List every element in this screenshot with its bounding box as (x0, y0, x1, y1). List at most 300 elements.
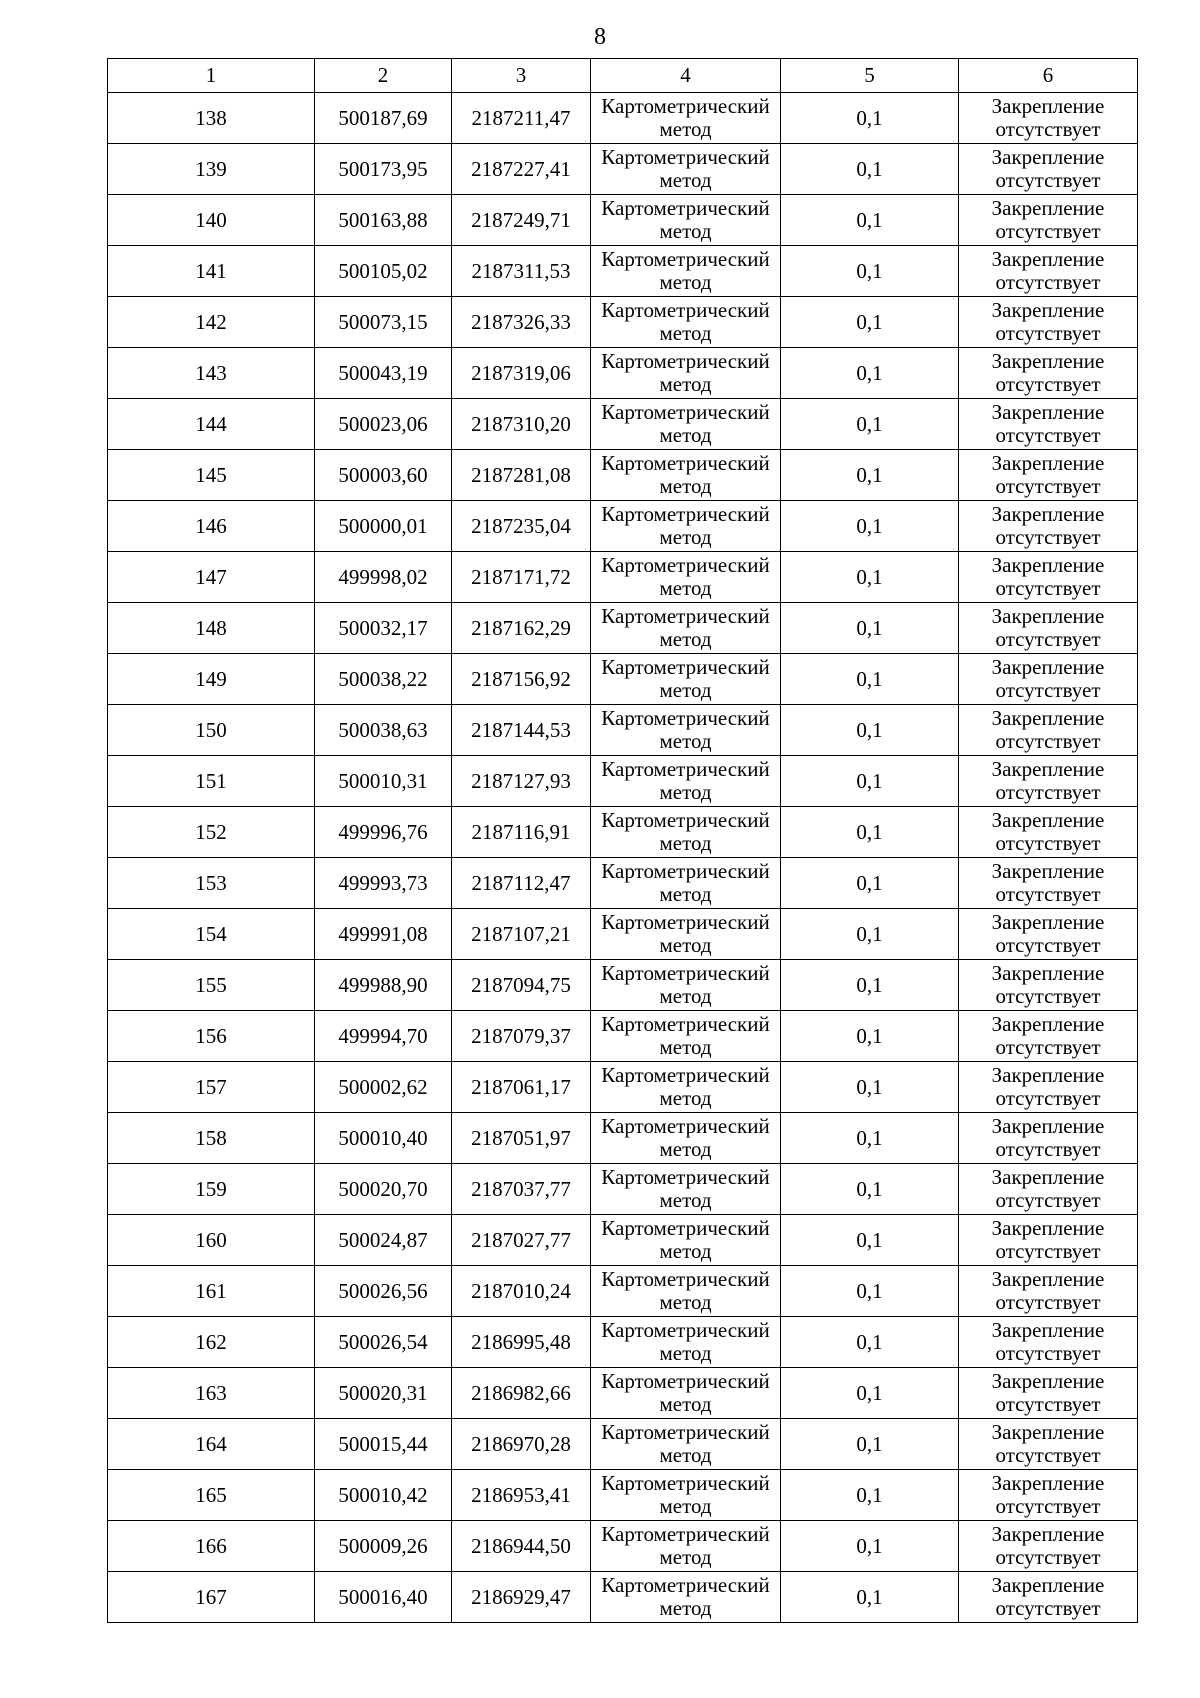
accuracy-cell: 0,1 (781, 1113, 959, 1164)
y-coordinate-cell: 2187010,24 (452, 1266, 591, 1317)
y-coordinate-cell: 2187107,21 (452, 909, 591, 960)
accuracy-cell: 0,1 (781, 297, 959, 348)
point-number-cell: 143 (108, 348, 315, 399)
accuracy-cell: 0,1 (781, 1521, 959, 1572)
method-cell (591, 1317, 781, 1368)
x-coordinate-cell: 499996,76 (315, 807, 452, 858)
x-coordinate-cell: 500020,70 (315, 1164, 452, 1215)
point-number-cell: 140 (108, 195, 315, 246)
y-coordinate-cell: 2187094,75 (452, 960, 591, 1011)
marking-cell (959, 858, 1138, 909)
accuracy-cell: 0,1 (781, 1215, 959, 1266)
cell-line: Картометрический (601, 400, 770, 424)
method-cell (591, 909, 781, 960)
x-coordinate-cell: 499988,90 (315, 960, 452, 1011)
method-cell (591, 1521, 781, 1572)
cell-line: отсутствует (995, 1545, 1101, 1569)
method-cell (591, 756, 781, 807)
accuracy-cell: 0,1 (781, 1470, 959, 1521)
cell-line: Картометрический (601, 1267, 770, 1291)
marking-cell (959, 1113, 1138, 1164)
point-number-cell: 158 (108, 1113, 315, 1164)
accuracy-cell: 0,1 (781, 960, 959, 1011)
method-cell (591, 705, 781, 756)
cell-line: отсутствует (995, 525, 1101, 549)
cell-line: Картометрический (601, 553, 770, 577)
marking-cell (959, 1062, 1138, 1113)
cell-line: Закрепление (991, 1216, 1105, 1240)
cell-line: Закрепление (991, 655, 1105, 679)
cell-line: отсутствует (995, 423, 1101, 447)
cell-line: метод (659, 525, 712, 549)
point-number-cell: 156 (108, 1011, 315, 1062)
marking-cell (959, 1317, 1138, 1368)
marking-cell (959, 450, 1138, 501)
table-row (108, 909, 1138, 960)
x-coordinate-cell: 500187,69 (315, 93, 452, 144)
cell-line: Картометрический (601, 808, 770, 832)
cell-line: метод (659, 831, 712, 855)
y-coordinate-cell: 2186944,50 (452, 1521, 591, 1572)
cell-line: метод (659, 576, 712, 600)
y-coordinate-cell: 2187037,77 (452, 1164, 591, 1215)
table-row (108, 1011, 1138, 1062)
point-number-cell: 153 (108, 858, 315, 909)
y-coordinate-cell: 2187227,41 (452, 144, 591, 195)
y-coordinate-cell: 2187326,33 (452, 297, 591, 348)
cell-line: метод (659, 882, 712, 906)
accuracy-cell: 0,1 (781, 1317, 959, 1368)
cell-line: отсутствует (995, 1341, 1101, 1365)
cell-line: Закрепление (991, 553, 1105, 577)
table-row (108, 705, 1138, 756)
y-coordinate-cell: 2186953,41 (452, 1470, 591, 1521)
marking-cell (959, 960, 1138, 1011)
accuracy-cell: 0,1 (781, 1062, 959, 1113)
method-cell (591, 654, 781, 705)
cell-line: метод (659, 1035, 712, 1059)
cell-line: метод (659, 219, 712, 243)
table-row (108, 93, 1138, 144)
y-coordinate-cell: 2187051,97 (452, 1113, 591, 1164)
point-number-cell: 161 (108, 1266, 315, 1317)
method-cell (591, 1419, 781, 1470)
table-row (108, 1572, 1138, 1623)
method-cell (591, 1470, 781, 1521)
accuracy-cell: 0,1 (781, 246, 959, 297)
method-cell (591, 1266, 781, 1317)
cell-line: Картометрический (601, 247, 770, 271)
header-cell: 1 (108, 59, 315, 93)
cell-line: Закрепление (991, 502, 1105, 526)
cell-line: Закрепление (991, 859, 1105, 883)
point-number-cell: 159 (108, 1164, 315, 1215)
cell-line: Картометрический (601, 298, 770, 322)
y-coordinate-cell: 2186995,48 (452, 1317, 591, 1368)
point-number-cell: 139 (108, 144, 315, 195)
cell-line: метод (659, 168, 712, 192)
cell-line: отсутствует (995, 882, 1101, 906)
marking-cell (959, 246, 1138, 297)
y-coordinate-cell: 2187281,08 (452, 450, 591, 501)
cell-line: метод (659, 372, 712, 396)
accuracy-cell: 0,1 (781, 603, 959, 654)
cell-line: Закрепление (991, 145, 1105, 169)
y-coordinate-cell: 2187235,04 (452, 501, 591, 552)
table-row (108, 1266, 1138, 1317)
table-row (108, 1521, 1138, 1572)
accuracy-cell: 0,1 (781, 501, 959, 552)
marking-cell (959, 1470, 1138, 1521)
method-cell (591, 246, 781, 297)
x-coordinate-cell: 500016,40 (315, 1572, 452, 1623)
accuracy-cell: 0,1 (781, 705, 959, 756)
point-number-cell: 163 (108, 1368, 315, 1419)
cell-line: Закрепление (991, 298, 1105, 322)
cell-line: отсутствует (995, 1392, 1101, 1416)
marking-cell (959, 501, 1138, 552)
cell-line: Закрепление (991, 604, 1105, 628)
x-coordinate-cell: 500026,56 (315, 1266, 452, 1317)
y-coordinate-cell: 2187162,29 (452, 603, 591, 654)
accuracy-cell: 0,1 (781, 450, 959, 501)
method-cell (591, 297, 781, 348)
point-number-cell: 141 (108, 246, 315, 297)
cell-line: отсутствует (995, 219, 1101, 243)
y-coordinate-cell: 2186929,47 (452, 1572, 591, 1623)
y-coordinate-cell: 2187116,91 (452, 807, 591, 858)
table-body (108, 93, 1138, 1623)
x-coordinate-cell: 500020,31 (315, 1368, 452, 1419)
point-number-cell: 166 (108, 1521, 315, 1572)
point-number-cell: 162 (108, 1317, 315, 1368)
accuracy-cell: 0,1 (781, 1164, 959, 1215)
cell-line: Закрепление (991, 1165, 1105, 1189)
cell-line: отсутствует (995, 1035, 1101, 1059)
cell-line: Картометрический (601, 502, 770, 526)
cell-line: Закрепление (991, 247, 1105, 271)
header-cell: 3 (452, 59, 591, 93)
cell-line: Картометрический (601, 757, 770, 781)
method-cell (591, 858, 781, 909)
point-number-cell: 142 (108, 297, 315, 348)
cell-line: Картометрический (601, 655, 770, 679)
accuracy-cell: 0,1 (781, 1266, 959, 1317)
table-row (108, 756, 1138, 807)
cell-line: Картометрический (601, 1522, 770, 1546)
method-cell (591, 1164, 781, 1215)
cell-line: отсутствует (995, 372, 1101, 396)
table-header (108, 59, 1138, 93)
marking-cell (959, 1215, 1138, 1266)
point-number-cell: 167 (108, 1572, 315, 1623)
accuracy-cell: 0,1 (781, 144, 959, 195)
x-coordinate-cell: 500105,02 (315, 246, 452, 297)
cell-line: метод (659, 627, 712, 651)
method-cell (591, 450, 781, 501)
cell-line: метод (659, 1596, 712, 1620)
y-coordinate-cell: 2187171,72 (452, 552, 591, 603)
marking-cell (959, 1521, 1138, 1572)
cell-line: Закрепление (991, 1114, 1105, 1138)
method-cell (591, 807, 781, 858)
cell-line: Закрепление (991, 1471, 1105, 1495)
table-row (108, 297, 1138, 348)
marking-cell (959, 1572, 1138, 1623)
marking-cell (959, 297, 1138, 348)
table-row (108, 1368, 1138, 1419)
y-coordinate-cell: 2187112,47 (452, 858, 591, 909)
y-coordinate-cell: 2187211,47 (452, 93, 591, 144)
x-coordinate-cell: 500010,42 (315, 1470, 452, 1521)
marking-cell (959, 1011, 1138, 1062)
table-row (108, 603, 1138, 654)
cell-line: Картометрический (601, 1471, 770, 1495)
cell-line: Картометрический (601, 604, 770, 628)
x-coordinate-cell: 500163,88 (315, 195, 452, 246)
cell-line: метод (659, 1341, 712, 1365)
cell-line: Картометрический (601, 1369, 770, 1393)
cell-line: Закрепление (991, 94, 1105, 118)
table-row (108, 1470, 1138, 1521)
point-number-cell: 155 (108, 960, 315, 1011)
cell-line: Картометрический (601, 1318, 770, 1342)
cell-line: Картометрический (601, 349, 770, 373)
x-coordinate-cell: 500009,26 (315, 1521, 452, 1572)
marking-cell (959, 1419, 1138, 1470)
point-number-cell: 164 (108, 1419, 315, 1470)
cell-line: Закрепление (991, 451, 1105, 475)
x-coordinate-cell: 500003,60 (315, 450, 452, 501)
cell-line: метод (659, 270, 712, 294)
cell-line: Картометрический (601, 1012, 770, 1036)
accuracy-cell: 0,1 (781, 807, 959, 858)
cell-line: отсутствует (995, 627, 1101, 651)
page-number: 8 (594, 24, 606, 50)
marking-cell (959, 399, 1138, 450)
cell-line: Закрепление (991, 400, 1105, 424)
cell-line: метод (659, 117, 712, 141)
method-cell (591, 1062, 781, 1113)
y-coordinate-cell: 2187061,17 (452, 1062, 591, 1113)
table-row (108, 552, 1138, 603)
method-cell (591, 144, 781, 195)
table-row (108, 399, 1138, 450)
cell-line: метод (659, 1086, 712, 1110)
cell-line: отсутствует (995, 1188, 1101, 1212)
table-row (108, 450, 1138, 501)
point-number-cell: 138 (108, 93, 315, 144)
accuracy-cell: 0,1 (781, 399, 959, 450)
x-coordinate-cell: 500038,22 (315, 654, 452, 705)
cell-line: метод (659, 1392, 712, 1416)
cell-line: отсутствует (995, 1137, 1101, 1161)
method-cell (591, 552, 781, 603)
cell-line: Закрепление (991, 910, 1105, 934)
cell-line: Закрепление (991, 196, 1105, 220)
cell-line: отсутствует (995, 1239, 1101, 1263)
accuracy-cell: 0,1 (781, 654, 959, 705)
y-coordinate-cell: 2187144,53 (452, 705, 591, 756)
table-row (108, 501, 1138, 552)
table-row (108, 654, 1138, 705)
accuracy-cell: 0,1 (781, 909, 959, 960)
x-coordinate-cell: 500002,62 (315, 1062, 452, 1113)
cell-line: Закрепление (991, 1063, 1105, 1087)
table-row (108, 1062, 1138, 1113)
cell-line: Картометрический (601, 1114, 770, 1138)
cell-line: отсутствует (995, 678, 1101, 702)
marking-cell (959, 1266, 1138, 1317)
point-number-cell: 160 (108, 1215, 315, 1266)
marking-cell (959, 909, 1138, 960)
cell-line: Закрепление (991, 1369, 1105, 1393)
cell-line: отсутствует (995, 168, 1101, 192)
marking-cell (959, 348, 1138, 399)
point-number-cell: 149 (108, 654, 315, 705)
x-coordinate-cell: 500026,54 (315, 1317, 452, 1368)
table-row (108, 348, 1138, 399)
header-cell: 5 (781, 59, 959, 93)
cell-line: отсутствует (995, 933, 1101, 957)
y-coordinate-cell: 2187311,53 (452, 246, 591, 297)
y-coordinate-cell: 2187310,20 (452, 399, 591, 450)
cell-line: Закрепление (991, 706, 1105, 730)
accuracy-cell: 0,1 (781, 348, 959, 399)
cell-line: метод (659, 678, 712, 702)
cell-line: метод (659, 933, 712, 957)
cell-line: метод (659, 1443, 712, 1467)
cell-line: отсутствует (995, 1086, 1101, 1110)
cell-line: отсутствует (995, 780, 1101, 804)
marking-cell (959, 552, 1138, 603)
y-coordinate-cell: 2187319,06 (452, 348, 591, 399)
table-row (108, 1215, 1138, 1266)
point-number-cell: 146 (108, 501, 315, 552)
accuracy-cell: 0,1 (781, 756, 959, 807)
table-row (108, 246, 1138, 297)
method-cell (591, 399, 781, 450)
point-number-cell: 152 (108, 807, 315, 858)
cell-line: метод (659, 474, 712, 498)
cell-line: отсутствует (995, 321, 1101, 345)
accuracy-cell: 0,1 (781, 552, 959, 603)
cell-line: метод (659, 321, 712, 345)
header-cell: 6 (959, 59, 1138, 93)
method-cell (591, 960, 781, 1011)
cell-line: Картометрический (601, 94, 770, 118)
marking-cell (959, 144, 1138, 195)
point-number-cell: 145 (108, 450, 315, 501)
accuracy-cell: 0,1 (781, 1572, 959, 1623)
table-row (108, 195, 1138, 246)
marking-cell (959, 654, 1138, 705)
point-number-cell: 151 (108, 756, 315, 807)
marking-cell (959, 195, 1138, 246)
cell-line: Закрепление (991, 1420, 1105, 1444)
marking-cell (959, 1368, 1138, 1419)
cell-line: метод (659, 1494, 712, 1518)
x-coordinate-cell: 499993,73 (315, 858, 452, 909)
y-coordinate-cell: 2187027,77 (452, 1215, 591, 1266)
table-row (108, 858, 1138, 909)
cell-line: Закрепление (991, 349, 1105, 373)
cell-line: Закрепление (991, 1573, 1105, 1597)
cell-line: метод (659, 780, 712, 804)
cell-line: метод (659, 729, 712, 753)
cell-line: отсутствует (995, 270, 1101, 294)
x-coordinate-cell: 499991,08 (315, 909, 452, 960)
marking-cell (959, 1164, 1138, 1215)
cell-line: Закрепление (991, 1522, 1105, 1546)
x-coordinate-cell: 500073,15 (315, 297, 452, 348)
accuracy-cell: 0,1 (781, 1419, 959, 1470)
point-number-cell: 157 (108, 1062, 315, 1113)
table-row (108, 144, 1138, 195)
cell-line: отсутствует (995, 729, 1101, 753)
y-coordinate-cell: 2186982,66 (452, 1368, 591, 1419)
method-cell (591, 1113, 781, 1164)
cell-line: метод (659, 984, 712, 1008)
cell-line: Картометрический (601, 1063, 770, 1087)
cell-line: метод (659, 423, 712, 447)
accuracy-cell: 0,1 (781, 1011, 959, 1062)
point-number-cell: 148 (108, 603, 315, 654)
cell-line: Картометрический (601, 1216, 770, 1240)
accuracy-cell: 0,1 (781, 1368, 959, 1419)
method-cell (591, 603, 781, 654)
marking-cell (959, 93, 1138, 144)
accuracy-cell: 0,1 (781, 858, 959, 909)
method-cell (591, 348, 781, 399)
table-row (108, 1164, 1138, 1215)
cell-line: отсутствует (995, 1596, 1101, 1620)
x-coordinate-cell: 500032,17 (315, 603, 452, 654)
cell-line: Закрепление (991, 757, 1105, 781)
cell-line: отсутствует (995, 831, 1101, 855)
method-cell (591, 1011, 781, 1062)
cell-line: отсутствует (995, 1494, 1101, 1518)
accuracy-cell: 0,1 (781, 195, 959, 246)
marking-cell (959, 705, 1138, 756)
table-row (108, 960, 1138, 1011)
cell-line: Закрепление (991, 1267, 1105, 1291)
y-coordinate-cell: 2187156,92 (452, 654, 591, 705)
coordinates-table (107, 58, 1138, 1623)
point-number-cell: 147 (108, 552, 315, 603)
marking-cell (959, 756, 1138, 807)
header-row (108, 59, 1138, 93)
cell-line: Закрепление (991, 808, 1105, 832)
accuracy-cell: 0,1 (781, 93, 959, 144)
x-coordinate-cell: 500010,31 (315, 756, 452, 807)
table-row (108, 1317, 1138, 1368)
x-coordinate-cell: 500000,01 (315, 501, 452, 552)
cell-line: Картометрический (601, 196, 770, 220)
method-cell (591, 1368, 781, 1419)
x-coordinate-cell: 500043,19 (315, 348, 452, 399)
method-cell (591, 93, 781, 144)
cell-line: Картометрический (601, 706, 770, 730)
method-cell (591, 501, 781, 552)
cell-line: метод (659, 1188, 712, 1212)
cell-line: отсутствует (995, 984, 1101, 1008)
x-coordinate-cell: 500023,06 (315, 399, 452, 450)
method-cell (591, 195, 781, 246)
cell-line: Картометрический (601, 1573, 770, 1597)
cell-line: Картометрический (601, 1420, 770, 1444)
x-coordinate-cell: 499994,70 (315, 1011, 452, 1062)
